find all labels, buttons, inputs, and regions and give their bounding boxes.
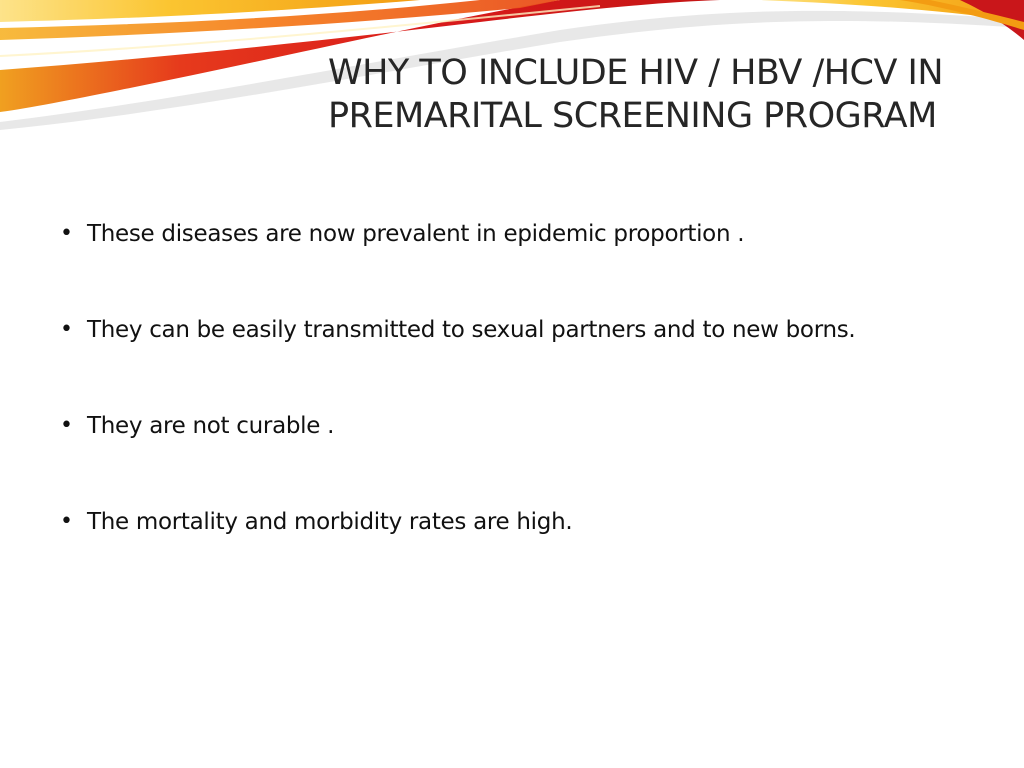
bullet-text: They can be easily transmitted to sexual partners and to new borns. <box>87 317 856 343</box>
bullet-text: The mortality and morbidity rates are high. <box>87 509 573 535</box>
bullet-item <box>60 409 990 505</box>
bullet-dot-icon: • <box>60 317 73 342</box>
bullet-item <box>60 217 990 313</box>
slide-title-line-2: PREMARITAL SCREENING PROGRAM <box>328 96 937 136</box>
bullet-dot-icon: • <box>60 221 73 246</box>
bullet-item <box>60 313 990 409</box>
bullet-dot-icon: • <box>60 413 73 438</box>
bullet-item <box>60 505 990 601</box>
bullet-text: They are not curable . <box>87 413 335 439</box>
bullet-text: These diseases are now prevalent in epidemic proportion . <box>87 221 745 247</box>
slide-title-line-1: WHY TO INCLUDE HIV / HBV /HCV IN <box>328 53 944 93</box>
slide-title <box>328 52 1018 138</box>
bullet-dot-icon: • <box>60 509 73 534</box>
bullet-list <box>60 217 990 601</box>
